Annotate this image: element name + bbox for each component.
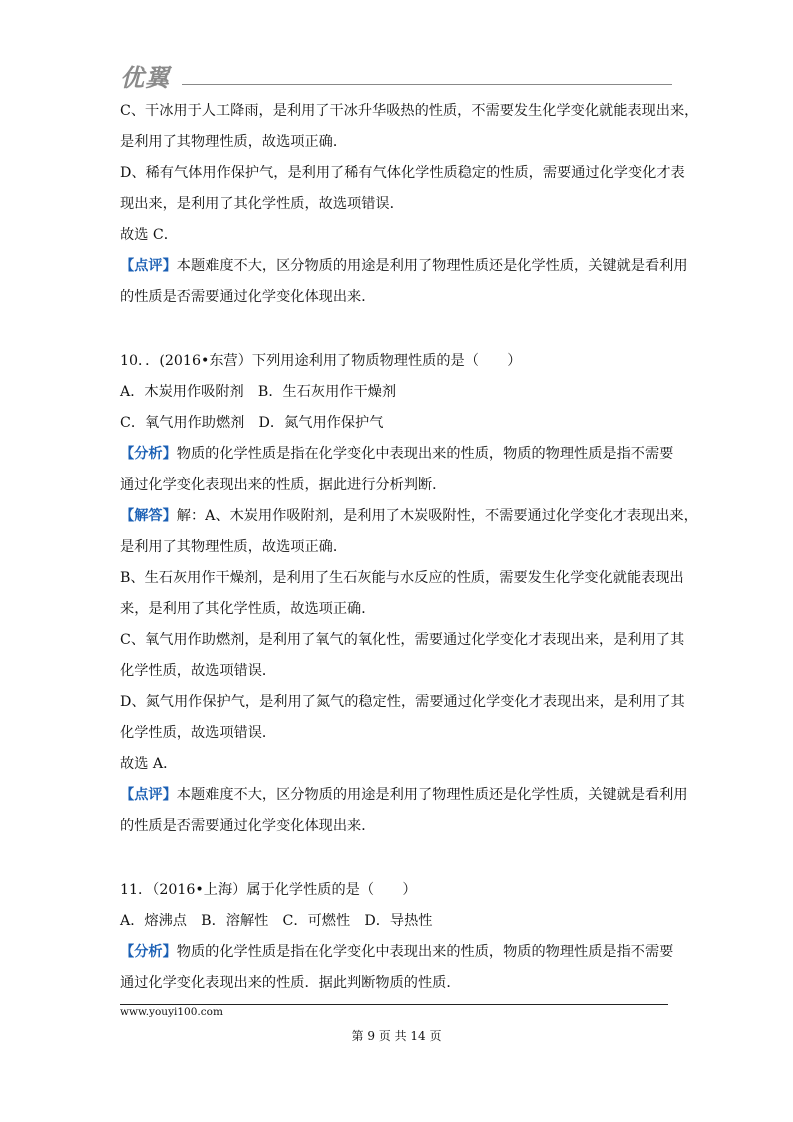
q10-answer-line1 <box>120 501 698 532</box>
q10-review-line1 <box>120 780 688 811</box>
q10-title: 10．．(2016•东营）下列用途利用了物质物理性质的是（ ） <box>120 353 522 369</box>
analysis-text: 物质的化学性质是指在化学变化中表现出来的性质，物质的物理性质是指不需要 <box>176 944 674 960</box>
q11-title: 11．（2016•上海）属于化学性质的是（ ） <box>120 882 417 898</box>
q9-review-line2: 的性质是否需要通过化学变化体现出来． <box>120 289 376 305</box>
logo: 优翼 <box>120 64 170 92</box>
q11-analysis-line1 <box>120 937 675 968</box>
review-text: 本题难度不大，区分物质的用途是利用了物理性质还是化学性质，关键就是看利用 <box>176 787 688 803</box>
q10-analysis-line2: 通过化学变化表现出来的性质，据此进行分析判断． <box>120 477 447 493</box>
q10-options-cd: C．氧气用作助燃剂 D．氮气用作保护气 <box>120 415 384 431</box>
review-tag: 【点评】 <box>120 787 177 803</box>
q10-option-c-line1: C、氧气用作助燃剂，是利用了氧气的氧化性，需要通过化学变化才表现出来，是利用了其 <box>120 632 685 648</box>
q10-option-b-line1: B、生石灰用作干燥剂，是利用了生石灰能与水反应的性质，需要发生化学变化就能表现出 <box>120 570 684 586</box>
q10-answer-line2: 是利用了其物理性质，故选项正确． <box>120 539 348 555</box>
page-header <box>120 58 672 90</box>
footer-url: www.youyi100.com <box>120 1006 223 1018</box>
analysis-tag: 【分析】 <box>120 446 177 462</box>
q10-option-d-line1: D、氮气用作保护气，是利用了氮气的稳定性，需要通过化学变化才表现出来，是利用了其 <box>120 694 685 710</box>
q9-option-d-line2: 现出来，是利用了其化学性质，故选项错误． <box>120 196 404 212</box>
q10-choice: 故选 A． <box>120 756 178 772</box>
page-number: 第 9 页 共 14 页 <box>351 1029 442 1043</box>
q9-review-line1 <box>120 251 688 282</box>
q11-options: A．熔沸点 B．溶解性 C．可燃性 D．导热性 <box>120 913 433 929</box>
q9-option-c-line2: 是利用了其物理性质，故选项正确． <box>120 134 348 150</box>
q9-option-d-line1: D、稀有气体用作保护气，是利用了稀有气体化学性质稳定的性质，需要通过化学变化才表 <box>120 165 685 181</box>
q10-option-d-line2: 化学性质，故选项错误． <box>120 725 277 741</box>
footer-divider <box>120 1004 668 1005</box>
q10-options-ab: A．木炭用作吸附剂 B．生石灰用作干燥剂 <box>120 384 397 400</box>
review-text: 本题难度不大，区分物质的用途是利用了物理性质还是化学性质，关键就是看利用 <box>176 258 688 274</box>
answer-text: 解：A、木炭用作吸附剂，是利用了木炭吸附性，不需要通过化学变化才表现出来， <box>176 508 698 524</box>
answer-tag: 【解答】 <box>120 508 177 524</box>
header-divider <box>182 84 672 85</box>
q10-option-c-line2: 化学性质，故选项错误． <box>120 663 277 679</box>
analysis-tag: 【分析】 <box>120 944 177 960</box>
q11-analysis-line2: 通过化学变化表现出来的性质．据此判断物质的性质． <box>120 975 461 991</box>
document-body <box>120 96 699 999</box>
q10-analysis-line1 <box>120 439 675 470</box>
q10-review-line2: 的性质是否需要通过化学变化体现出来． <box>120 818 376 834</box>
q10-option-b-line2: 来，是利用了其化学性质，故选项正确． <box>120 601 376 617</box>
analysis-text: 物质的化学性质是指在化学变化中表现出来的性质，物质的物理性质是指不需要 <box>176 446 674 462</box>
review-tag: 【点评】 <box>120 258 177 274</box>
q9-choice: 故选 C． <box>120 227 178 243</box>
q9-option-c-line1: C、干冰用于人工降雨，是利用了干冰升华吸热的性质，不需要发生化学变化就能表现出来， <box>120 103 699 119</box>
